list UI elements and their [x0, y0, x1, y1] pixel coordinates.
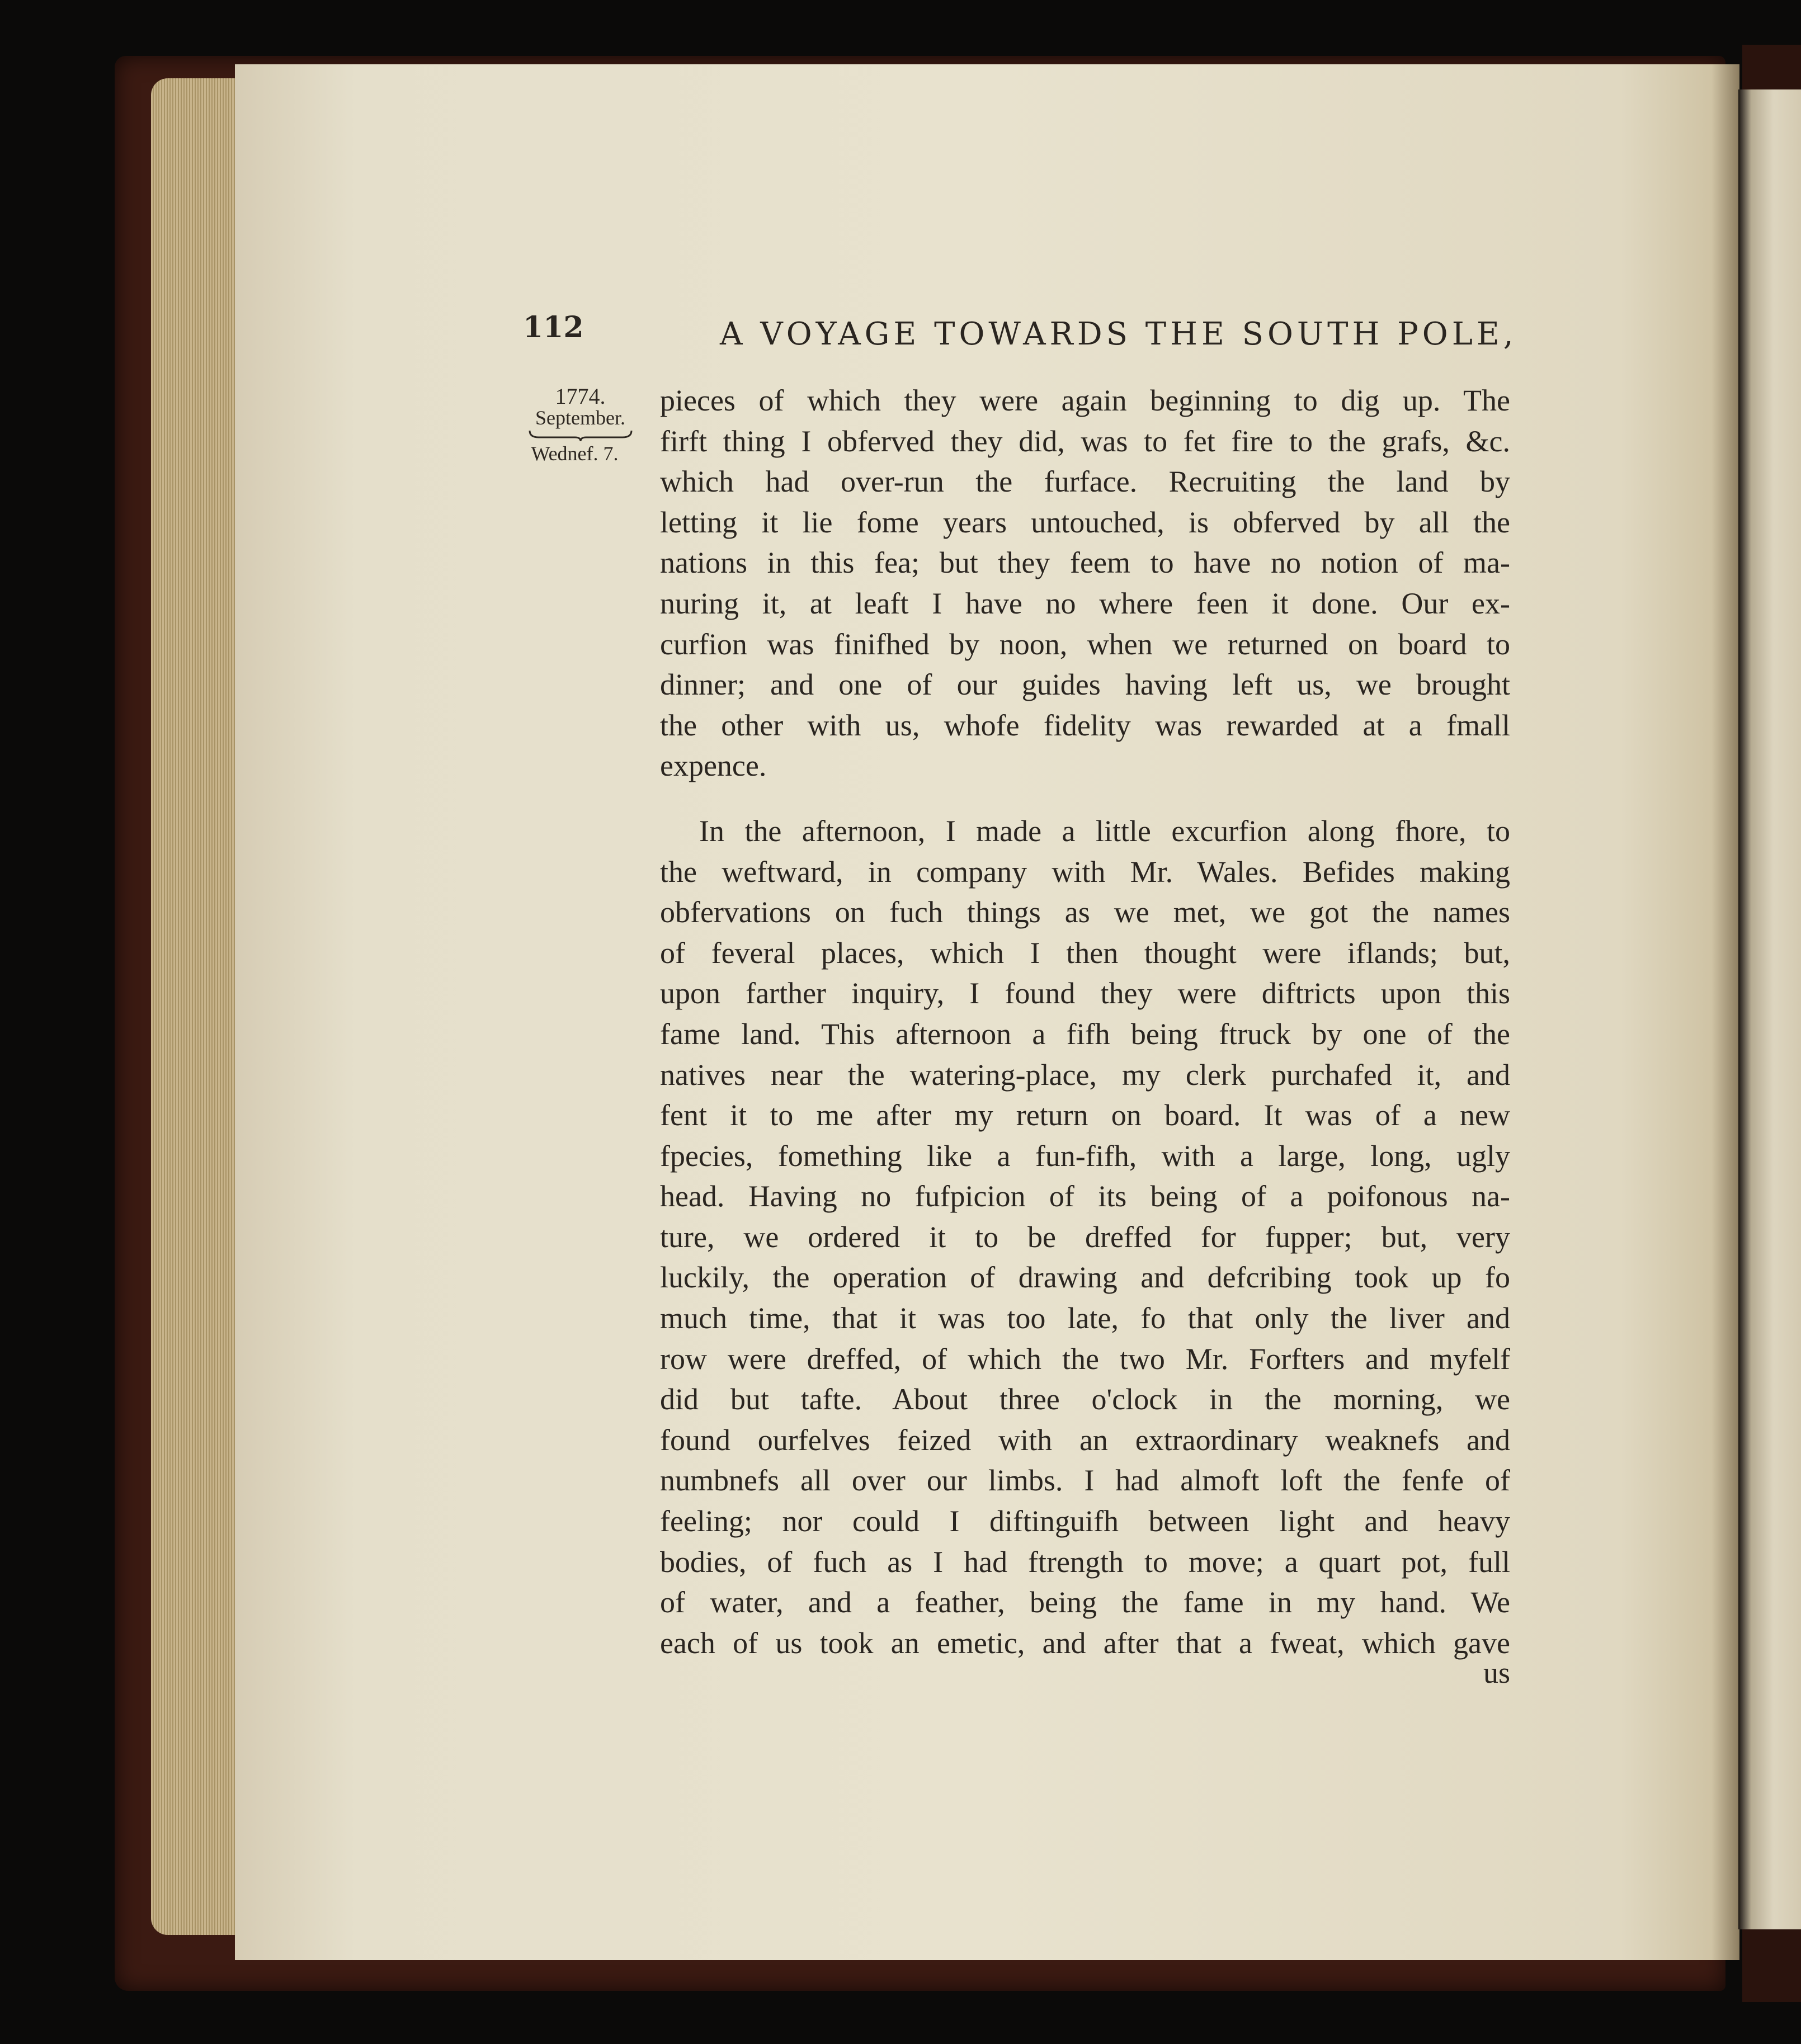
catchword: us	[1483, 1656, 1510, 1689]
paragraph-gap	[660, 786, 1510, 811]
text-line: upon farther inquiry, I found they were diftricts upon this	[660, 976, 1510, 1011]
text-line: head. Having no fufpicion of its being of a poifonous na-	[660, 1179, 1510, 1214]
text-line: each of us took an emetic, and after that a fweat, which gave	[660, 1626, 1510, 1660]
text-line: the weftward, in company with Mr. Wales. Befides making	[660, 855, 1510, 889]
text-line: the other with us, whofe fidelity was rewarded at a fmall	[660, 708, 1510, 742]
brace-icon	[527, 429, 634, 442]
text-line: bodies, of fuch as I had ftrength to move; a quart pot, full	[660, 1545, 1510, 1579]
text-line: curfion was finifhed by noon, when we returned on board to	[660, 627, 1510, 661]
margin-day: Wednef. 7.	[531, 442, 619, 465]
text-line: feeling; nor could I diftinguifh between light and heavy	[660, 1504, 1510, 1538]
right-page-edge	[1738, 89, 1801, 1929]
text-line: fame land. This afternoon a fifh being ftruck by one of the	[660, 1017, 1510, 1051]
text-line: row were dreffed, of which the two Mr. Forfters and myfelf	[660, 1342, 1510, 1376]
text-line: nations in this fea; but they feem to have no notion of ma-	[660, 546, 1510, 580]
paragraph-2	[660, 811, 1510, 1663]
text-line: found ourfelves feized with an extraordinary weaknefs and	[660, 1423, 1510, 1457]
text-line: expence.	[660, 749, 767, 783]
text-line: natives near the watering-place, my clerk purchafed it, and	[660, 1058, 1510, 1092]
text-line: nuring it, at leaft I have no where feen it done. Our ex-	[660, 586, 1510, 620]
text-line: pieces of which they were again beginning to dig up. The	[660, 384, 1510, 417]
text-line: In the afternoon, I made a little excurfion along fhore, to	[699, 814, 1510, 848]
text-line: ture, we ordered it to be dreffed for fupper; but, very	[660, 1220, 1510, 1254]
text-line: which had over-run the furface. Recruiting the land by	[660, 465, 1510, 499]
body-text	[660, 380, 1510, 1663]
text-line: much time, that it was too late, fo that only the liver and	[660, 1301, 1510, 1335]
margin-note	[520, 386, 640, 465]
text-line: firft thing I obferved they did, was to fet fire to the grafs, &c.	[660, 424, 1510, 458]
text-line: fent it to me after my return on board. It was of a new	[660, 1098, 1510, 1132]
text-line: of feveral places, which I then thought were iflands; but,	[660, 936, 1510, 970]
text-line: fpecies, fomething like a fun-fifh, with a large, long, ugly	[660, 1139, 1510, 1173]
text-line: obfervations on fuch things as we met, we got the names	[660, 895, 1510, 929]
page-number: 112	[523, 310, 584, 344]
paragraph-1	[660, 380, 1510, 786]
running-title: A VOYAGE TOWARDS THE SOUTH POLE,	[720, 316, 1517, 352]
text-line: dinner; and one of our guides having left us, we brought	[660, 668, 1510, 702]
gutter-shadow	[1712, 64, 1739, 1960]
text-line: of water, and a feather, being the fame in my hand. We	[660, 1585, 1510, 1620]
text-line: numbnefs all over our limbs. I had almoft loft the fenfe of	[660, 1464, 1510, 1498]
margin-year: 1774.	[555, 384, 606, 409]
margin-month: September.	[535, 407, 625, 429]
text-line: letting it lie fome years untouched, is obferved by all the	[660, 505, 1510, 539]
text-line: did but tafte. About three o'clock in the morning, we	[660, 1382, 1510, 1417]
text-line: luckily, the operation of drawing and defcribing took up fo	[660, 1261, 1510, 1295]
